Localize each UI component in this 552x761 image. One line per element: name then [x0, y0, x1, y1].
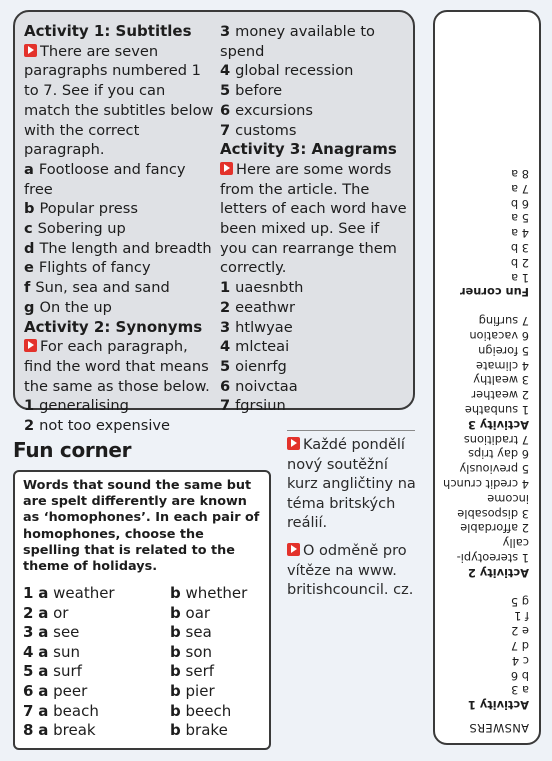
activity3-heading: Activity 3: Anagrams: [220, 140, 397, 159]
fun-corner-intro: Words that sound the same but are spelt differently are known as ‘homophones’. In each pair of homophones, choose the spelling that is related to the theme of holidays.: [23, 478, 260, 575]
list-item: g On the up: [24, 298, 112, 316]
play-arrow-icon: [24, 44, 37, 57]
table-row: 1 a weather b whether: [23, 584, 248, 602]
list-item: 4 mlcteai: [220, 338, 290, 356]
list-item: 6 excursions: [220, 101, 313, 119]
list-item: 2 eeathwr: [220, 298, 295, 316]
table-row: 6 a peer b pier: [23, 681, 215, 700]
list-item: 1 generalising: [24, 397, 129, 415]
table-row: 3 a see b sea: [23, 623, 212, 642]
answers-section-4: Fun corner 1 a 2 b 3 b 4 a 5 a 6 b 7 a 8 a: [459, 167, 529, 300]
activities-column-right: [220, 22, 410, 416]
list-item: 5 oienrfg: [220, 357, 287, 375]
fun-corner-title: Fun corner: [13, 438, 132, 462]
activity2-instruction: [24, 337, 214, 396]
answers-content: [439, 166, 529, 735]
czech-paragraph-1: Každé pondělí nový soutěžní kurz angličtiny na téma britských reálií.: [287, 437, 416, 532]
fun-corner-panel: [13, 470, 271, 750]
list-item: a Footloose and fancy free: [24, 160, 186, 198]
list-item: c Sobering up: [24, 220, 126, 238]
list-item: 6 noivctaa: [220, 377, 298, 395]
play-arrow-icon: [287, 437, 300, 450]
activity1-list: [24, 160, 214, 318]
activity1-instruction: [24, 42, 214, 160]
list-item: 3 money available to spend: [220, 23, 375, 60]
list-item: d The length and breadth: [24, 239, 212, 257]
homophone-pairs: [23, 584, 268, 741]
answers-section-1: Activity 1 a 3 b 6 c 4 d 7 e 2 f 1 g 5: [467, 594, 529, 713]
answers-title: ANSWERS: [469, 721, 529, 735]
list-item: 1 uaesnbth: [220, 279, 304, 297]
activity1-heading: Activity 1: Subtitles: [24, 22, 192, 40]
list-item: 7 fgrsiun: [220, 397, 286, 415]
table-row: 5 a surf b serf: [23, 662, 215, 681]
list-item: 3 htlwyae: [220, 318, 293, 336]
list-item: f Sun, sea and sand: [24, 279, 170, 297]
list-item: 7 customs: [220, 121, 297, 139]
czech-promo: [287, 436, 417, 609]
list-item: e Flights of fancy: [24, 259, 151, 277]
answers-panel: [433, 10, 541, 745]
list-item: b Popular press: [24, 200, 138, 218]
activities-panel: [13, 10, 415, 435]
czech-paragraph-2: O odměně pro vítěze na www. britishcouncil. cz.: [287, 542, 414, 599]
activities-column-left: [24, 22, 214, 436]
table-row: 2 a or b oar: [23, 603, 211, 622]
divider: [287, 430, 415, 431]
activity3-instruction-text: Here are some words from the article. The letters of each word have been mixed up. See if you can rearrange them correctly.: [220, 160, 407, 277]
list-item: 5 before: [220, 82, 283, 100]
list-item: 4 global recession: [220, 62, 354, 80]
activity1-instruction-text: There are seven paragraphs numbered 1 to 7. See if you can match the subtitles below with the correct paragraph.: [24, 42, 214, 159]
play-arrow-icon: [220, 162, 233, 175]
activity3-instruction: [220, 160, 410, 278]
table-row: 8 a break b brake: [23, 721, 228, 740]
list-item: 2 not too expensive: [24, 417, 171, 435]
play-arrow-icon: [287, 543, 300, 556]
table-row: 7 a beach b beech: [23, 701, 232, 720]
play-arrow-icon: [24, 339, 37, 352]
answers-section-2: Activity 2 1 stereotypi- cally 2 affordable 3 disposable income 4 credit crunch 5 previously 6 day trips 7 traditions: [443, 432, 529, 580]
answers-section-3: Activity 3 1 sunbathe 2 weather 3 wealthy 4 climate 5 foreign 6 vacation 7 surfing: [464, 314, 529, 432]
activity2-heading: Activity 2: Synonyms: [24, 317, 203, 336]
answers-rotated: [435, 12, 539, 743]
activity2-instruction-text: For each paragraph, find the word that means the same as those below.: [24, 338, 210, 395]
table-row: 4 a sun b son: [23, 642, 213, 661]
